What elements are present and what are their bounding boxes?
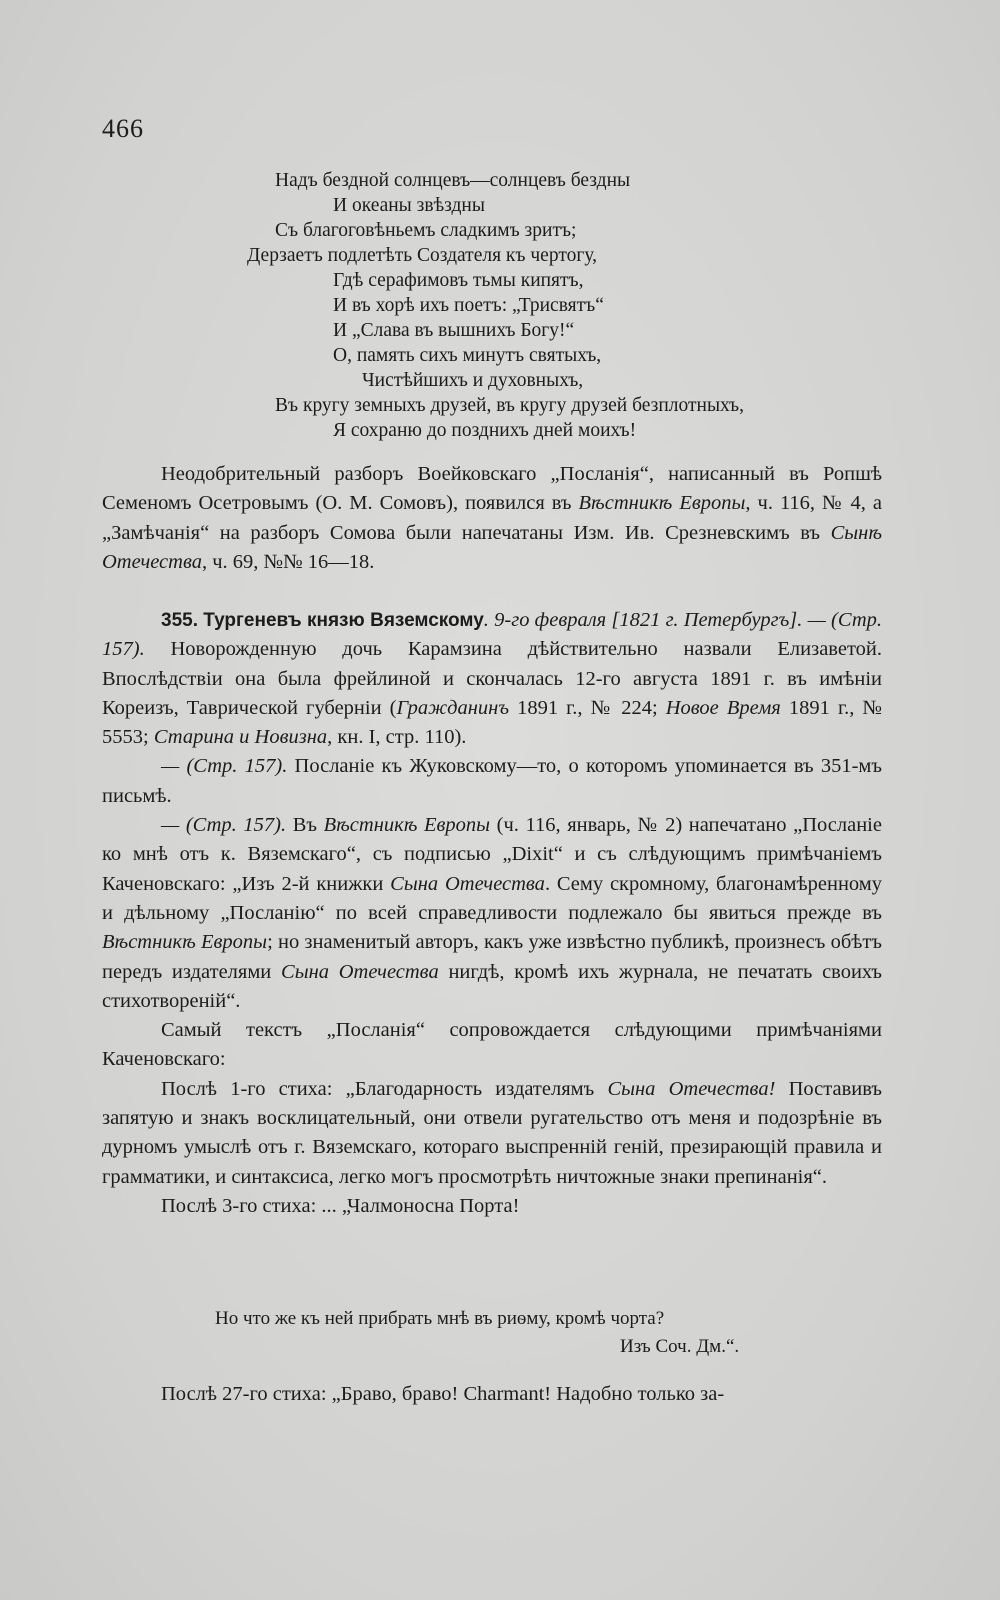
text: 1891 г., № 224;: [509, 696, 666, 719]
paragraph-review: [102, 460, 882, 577]
letter-notes: [102, 606, 882, 1221]
text: (ч. 116, январь, № 2) напечатано „Посланіе ко мнѣ отъ к. Вяземскаго“, съ подписью „Dixit“ и съ слѣдующимъ примѣчаніемъ Каченовскаго: „Изъ 2-й книжки: [102, 814, 882, 895]
poem-line: Въ кругу земныхъ друзей, въ кругу друзей безплотныхъ,: [275, 395, 745, 416]
page-reference: — (Стр. 157).: [161, 814, 287, 837]
page-number: 466: [102, 114, 144, 143]
letter-heading: Тургеневъ князю Вяземскому: [203, 610, 484, 631]
paragraph-text: Самый текстъ „Посланія“ сопровождается слѣдующими примѣчаніями Каченовскаго:: [102, 1019, 882, 1071]
text: Новорожденную дочь Карамзина дѣйствительно назвали Елизаветой. Впослѣдствіи она была фрейлиной и скончалась 12-го августа 1891 г. въ имѣніи Кореизъ, Таврической губерніи (: [102, 638, 882, 719]
journal-title: Вѣстникѣ Европы: [578, 492, 746, 515]
letter-date: . 9-го февраля [1821 г. Петербургъ].: [483, 609, 803, 631]
poem-line: Чистѣйшихъ и духовныхъ,: [362, 370, 584, 391]
journal-title: Вѣстникѣ Европы: [102, 931, 268, 954]
poem-line: И въ хорѣ ихъ поетъ: „Трисвятъ“: [333, 295, 604, 316]
journal-title: Новое Время: [665, 696, 781, 719]
journal-title: Сына Отечества: [281, 960, 439, 983]
poem-line: И „Слава въ вышнихъ Богу!“: [333, 320, 575, 341]
text: Въ: [286, 814, 324, 837]
journal-title: Сына Отечества: [390, 872, 545, 895]
text: , кн. I, стр. 110).: [327, 726, 467, 749]
journal-title: Гражданинъ: [396, 696, 509, 719]
page-reference: — (Стр. 157).: [102, 609, 882, 661]
page-reference: — (Стр. 157).: [161, 755, 288, 778]
text: 1891 г., № 5553;: [102, 696, 882, 749]
poem-line: Гдѣ серафимовъ тьмы кипятъ,: [333, 270, 584, 291]
text: Посланіе къ Жуковскому—то, о которомъ упоминается въ 351-мъ письмѣ.: [102, 755, 882, 807]
poem-line: Съ благоговѣньемъ сладкимъ зритъ;: [275, 220, 577, 241]
journal-title: Старина и Новизна: [153, 726, 328, 749]
poem-line: И океаны звѣздны: [333, 195, 485, 216]
journal-title: Сына Отечества!: [607, 1077, 776, 1100]
journal-title: Вѣстникѣ Европы: [323, 814, 491, 837]
quote-source: Изъ Соч. Дм.“.: [620, 1336, 740, 1357]
letter-number: 355.: [161, 610, 198, 631]
text: нигдѣ, кромѣ ихъ журнала, не печатать своихъ стихотвореній“.: [102, 960, 882, 1012]
note-after-3: Послѣ 3-го стиха: ... „Чалмоносна Порта!: [161, 1194, 520, 1217]
quote-line: Но что же къ ней прибрать мнѣ въ риѳму, кромѣ чорта?: [215, 1308, 665, 1329]
poem-line: Я сохраню до позднихъ дней моихъ!: [333, 420, 637, 441]
poem-line: О, память сихъ минутъ святыхъ,: [333, 345, 602, 366]
text: , ч. 116, № 4, а „Замѣчанія“ на разборъ Сомова были напечатаны Изм. Ив. Срезневскимъ въ: [102, 492, 882, 544]
text: . Сему скромному, благонамѣренному и дѣльному „Посланію“ по всей справедливости подлежало бы явиться прежде въ: [102, 872, 882, 924]
note-after-27-block: [102, 1380, 882, 1409]
journal-title: Сынѣ Отечества: [102, 521, 882, 573]
poem-line: Дерзаетъ подлетѣть Создателя къ чертогу,: [247, 245, 598, 266]
text: , ч. 69, №№ 16—18.: [201, 550, 375, 573]
text: Неодобрительный разборъ Воейковскаго „Посланія“, написанный въ Ропшѣ Семеномъ Осетровымъ (О. М. Сомовъ), появился въ: [102, 463, 882, 515]
text: ; но знаменитый авторъ, какъ уже извѣстно публикѣ, произнесъ обѣтъ передъ издателями: [102, 931, 882, 983]
poem-line: Надъ бездной солнцевъ—солнцевъ бездны: [275, 170, 631, 191]
text: Поставивъ запятую и знакъ восклицательный, они отвели ругательство отъ меня и подозрѣніе въ дурномъ умыслѣ отъ г. Вяземскаго, котораго выспренній геній, презирающій правила и грамматики, и синтаксиса, легко могъ просмотрѣть ничтожные знаки препинанія“.: [102, 1077, 882, 1188]
text: Послѣ 1-го стиха: „Благодарность издателямъ: [161, 1077, 608, 1100]
note-after-27: Послѣ 27-го стиха: „Браво, браво! Charmant! Надобно только за-: [161, 1383, 725, 1405]
